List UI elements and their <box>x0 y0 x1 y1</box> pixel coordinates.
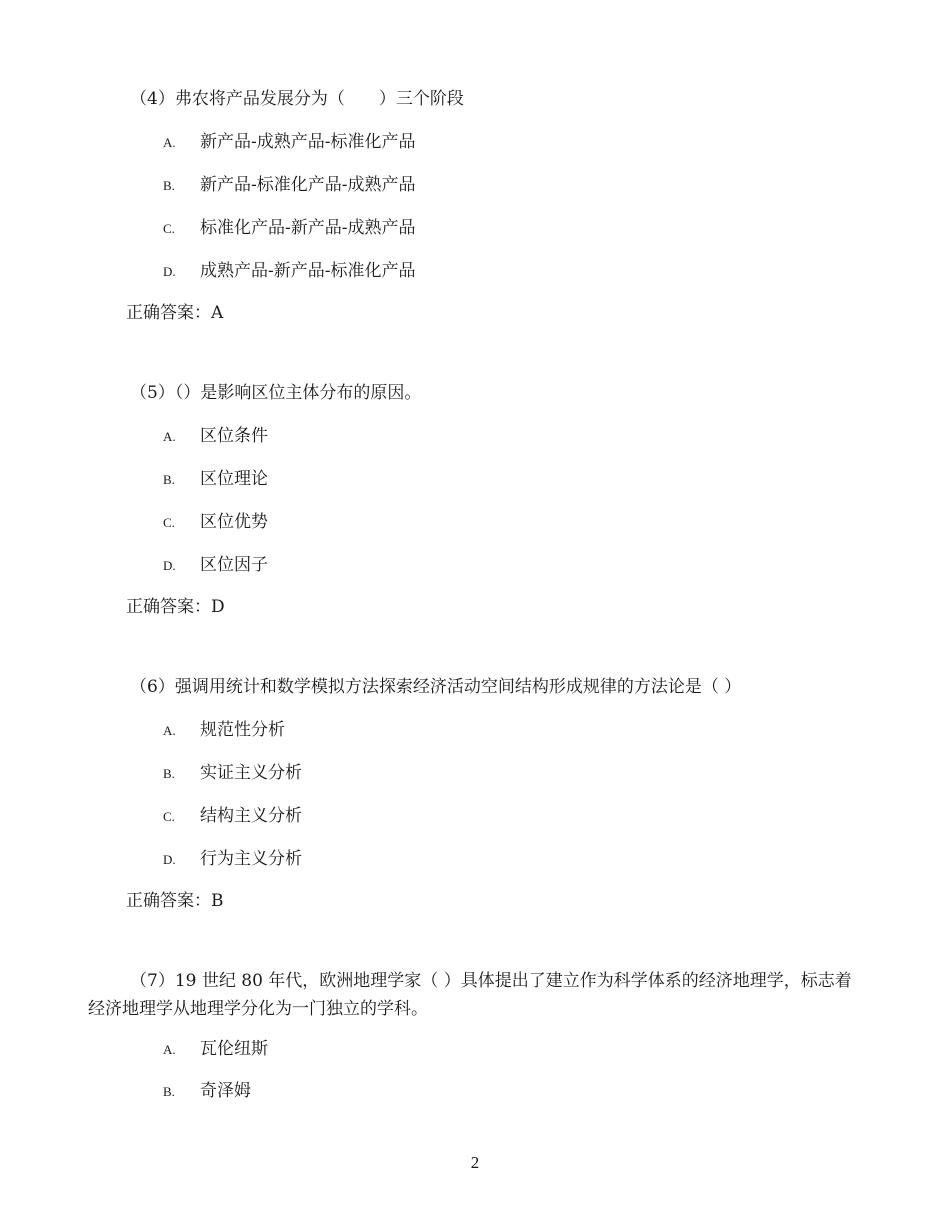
question-6-option-c <box>163 805 302 828</box>
option-letter: D. <box>163 264 176 279</box>
question-5-option-b <box>163 468 268 491</box>
option-text: 新产品-成熟产品-标准化产品 <box>200 132 416 152</box>
question-4-option-a <box>163 131 416 154</box>
option-letter: B. <box>163 472 175 487</box>
question-6-answer: 正确答案：B <box>126 891 224 911</box>
option-text: 规范性分析 <box>200 720 285 740</box>
option-letter: A. <box>163 1042 176 1057</box>
question-4-answer: 正确答案：A <box>126 303 224 323</box>
option-text: 成熟产品-新产品-标准化产品 <box>200 261 416 281</box>
question-6-option-a <box>163 719 285 742</box>
option-text: 区位因子 <box>200 555 268 575</box>
option-text: 区位理论 <box>200 469 268 489</box>
option-text: 标准化产品-新产品-成熟产品 <box>200 218 416 238</box>
question-5-stem: （5）（）是影响区位主体分布的原因。 <box>130 383 422 403</box>
option-text: 实证主义分析 <box>200 763 302 783</box>
question-6-option-d <box>163 848 302 871</box>
option-letter: D. <box>163 852 176 867</box>
page-number: 2 <box>470 1153 480 1172</box>
option-letter: B. <box>163 1084 175 1099</box>
option-letter: C. <box>163 809 175 824</box>
question-7-option-a <box>163 1038 268 1061</box>
option-text: 区位优势 <box>200 512 268 532</box>
question-5-answer: 正确答案：D <box>126 597 225 617</box>
question-5-option-a <box>163 425 268 448</box>
question-7-stem: （7）19 世纪 80 年代，欧洲地理学家（ ）具体提出了建立作为科学体系的经济地理学，标志着经济地理学从地理学分化为一门独立的学科。 <box>88 971 852 1019</box>
question-5-option-d <box>163 554 268 577</box>
option-text: 奇泽姆 <box>200 1081 251 1101</box>
question-4-option-b <box>163 174 416 197</box>
option-letter: C. <box>163 515 175 530</box>
option-letter: B. <box>163 178 175 193</box>
question-5-option-c <box>163 511 268 534</box>
question-7-option-b <box>163 1080 251 1103</box>
question-6-option-b <box>163 762 302 785</box>
question-4-option-c <box>163 217 416 240</box>
option-text: 新产品-标准化产品-成熟产品 <box>200 175 416 195</box>
option-letter: D. <box>163 558 176 573</box>
question-4-option-d <box>163 260 416 283</box>
option-letter: A. <box>163 429 176 444</box>
option-text: 行为主义分析 <box>200 849 302 869</box>
option-letter: A. <box>163 135 176 150</box>
question-4-stem: （4）弗农将产品发展分为（ ）三个阶段 <box>130 89 464 109</box>
option-letter: A. <box>163 723 176 738</box>
option-letter: C. <box>163 221 175 236</box>
option-text: 区位条件 <box>200 426 268 446</box>
question-6-stem: （6）强调用统计和数学模拟方法探索经济活动空间结构形成规律的方法论是（ ） <box>130 677 742 697</box>
option-text: 瓦伦纽斯 <box>200 1039 268 1059</box>
option-letter: B. <box>163 766 175 781</box>
option-text: 结构主义分析 <box>200 806 302 826</box>
